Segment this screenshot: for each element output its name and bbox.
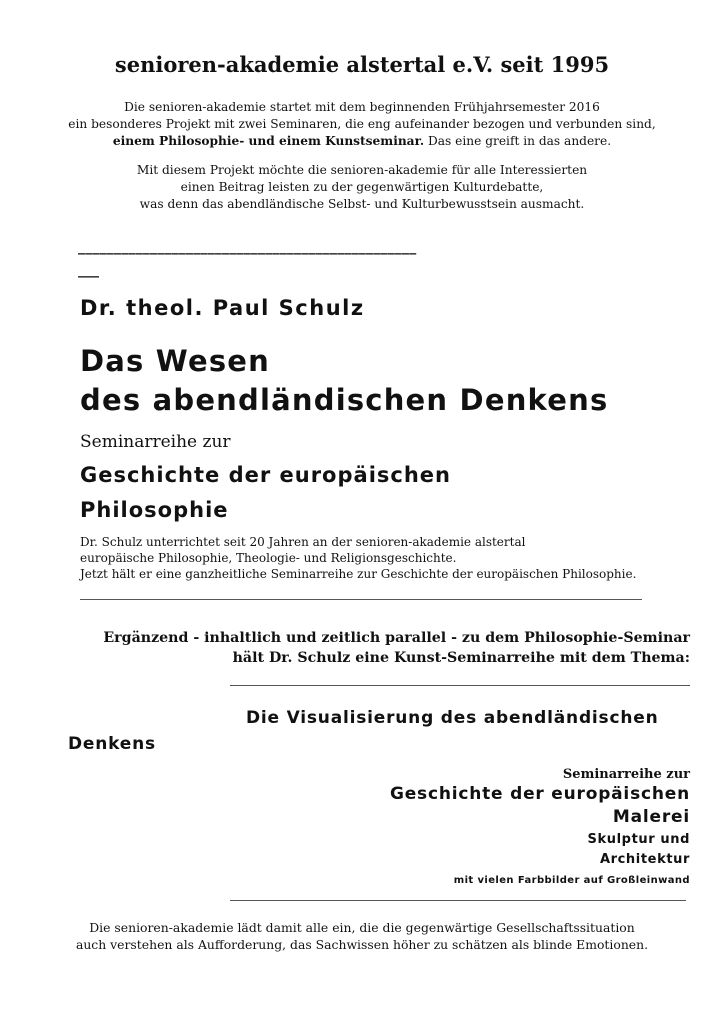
philosophy-title-line: Das Wesen — [80, 344, 270, 378]
art-series-label: Seminarreihe zur — [562, 767, 690, 782]
philosophy-title — [80, 342, 608, 420]
art-subject-line: Malerei — [612, 807, 690, 827]
intro-paragraph — [30, 99, 694, 150]
intro-line — [30, 133, 694, 150]
intro-paragraph-2 — [30, 162, 694, 213]
intro-emphasis: einem Philosophie- und einem Kunstseminar. — [112, 134, 425, 148]
closing-line: Die senioren-akademie lädt damit alle ein, die die gegenwärtige Gesellschaftssituation — [89, 920, 635, 935]
divider — [80, 599, 642, 600]
art-title-line: Denkens — [68, 734, 156, 754]
complement-line: hält Dr. Schulz eine Kunst-Seminarreihe mit dem Thema: — [232, 650, 690, 666]
intro-line: was denn das abendländische Selbst- und Kulturbewusstsein ausmacht. — [139, 197, 585, 211]
intro-line: Mit diesem Projekt möchte die senioren-akademie für alle Interessierten — [136, 163, 588, 177]
art-note: mit vielen Farbbilder auf Großleinwand — [453, 875, 690, 886]
dash-separator: _______________________________________________ — [78, 239, 417, 255]
intro-line: einen Beitrag leisten zu der gegenwärtigen Kulturdebatte, — [180, 180, 544, 194]
series-label: Seminarreihe zur — [80, 432, 231, 452]
description-line: europäische Philosophie, Theologie- und Religionsgeschichte. — [80, 551, 457, 565]
dash-separator-continuation: ___ — [78, 262, 99, 278]
closing-paragraph — [30, 919, 694, 953]
philosophy-description — [80, 534, 700, 582]
art-subject-line: Skulptur und — [587, 832, 690, 847]
closing-line: auch verstehen als Aufforderung, das Sachwissen höher zu schätzen als blinde Emotionen. — [75, 937, 649, 952]
intro-line: Die senioren-akademie startet mit dem beginnenden Frühjahrsemester 2016 — [124, 100, 600, 114]
philosophy-subtitle-line: Philosophie — [80, 498, 229, 522]
art-subject-line: Architektur — [599, 852, 690, 867]
art-subject-line: Geschichte der europäischen — [389, 784, 690, 804]
description-line: Dr. Schulz unterrichtet seit 20 Jahren an der senioren-akademie alstertal — [80, 535, 526, 549]
complement-line: Ergänzend - inhaltlich und zeitlich parallel - zu dem Philosophie-Seminar — [103, 630, 690, 646]
author-name: Dr. theol. Paul Schulz — [80, 296, 365, 320]
description-line: Jetzt hält er eine ganzheitliche Seminarreihe zur Geschichte der europäischen Philosophie. — [80, 567, 637, 581]
divider — [230, 685, 690, 686]
organization-title: senioren-akademie alstertal e.V. seit 1995 — [114, 52, 610, 77]
philosophy-subtitle-line: Geschichte der europäischen — [80, 463, 451, 487]
divider — [230, 900, 686, 901]
intro-line: ein besonderes Projekt mit zwei Seminaren, die eng aufeinander bezogen und verbunden sind, — [68, 117, 656, 131]
intro-line-rest: Das eine greift in das andere. — [424, 134, 612, 148]
philosophy-subtitle — [80, 458, 451, 528]
art-title-line: Die Visualisierung des abendländischen — [246, 708, 659, 728]
philosophy-title-line: des abendländischen Denkens — [80, 383, 609, 417]
complement-paragraph — [60, 628, 690, 668]
